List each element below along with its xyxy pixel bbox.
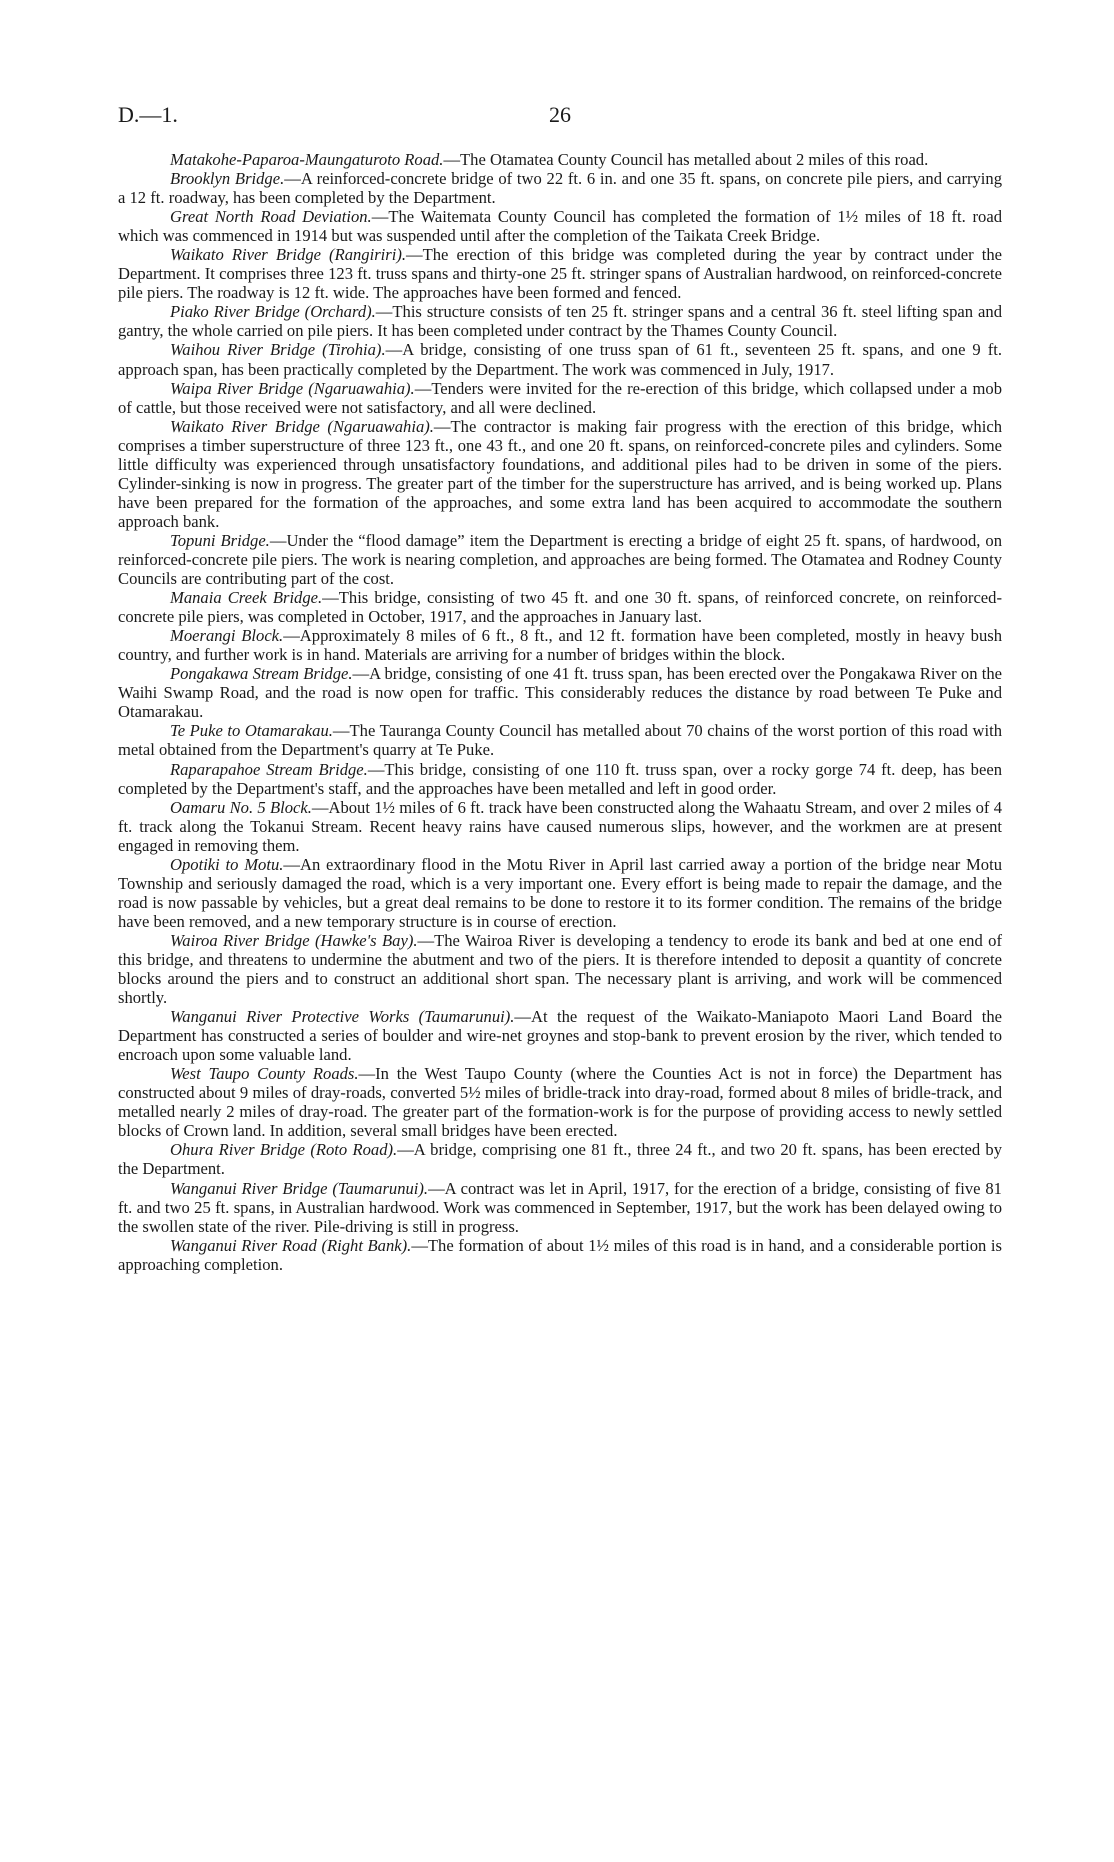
paragraph [118, 760, 1002, 798]
page-header [118, 102, 998, 132]
paragraph-text: —The Tauranga County Council has metalled about 70 chains of the worst portion of this road with metal obtained from the Department's quarry at Te Puke. [118, 721, 1002, 760]
paragraph [118, 150, 1002, 169]
paragraph [118, 664, 1002, 721]
paragraph [118, 302, 1002, 340]
paragraph-heading: Wanganui River Protective Works (Taumarunui). [170, 1007, 515, 1027]
paragraph-heading: Topuni Bridge. [170, 530, 270, 550]
paragraph-heading: Oamaru No. 5 Block. [170, 797, 312, 817]
paragraph [118, 1140, 1002, 1178]
paragraph-heading: Waikato River Bridge (Ngaruawahia). [170, 416, 434, 436]
paragraph [118, 1179, 1002, 1236]
paragraph-text: —At the request of the Waikato-Maniapoto Maori Land Board the Department has constructed a series of boulder and wire-net groynes and stop-bank to prevent erosion by the river, which tended to encroach upon some valuable land. [118, 1007, 1002, 1065]
paragraph [118, 379, 1002, 417]
paragraph-heading: Waikato River Bridge (Rangiriri). [170, 245, 407, 265]
paragraph-text: —The Wairoa River is developing a tendency to erode its bank and bed at one end of this bridge, and threatens to undermine the abutment and two of the piers. It is therefore intended to deposit a quantity of concrete blocks around the piers and to construct an additional short span. The necessary plant is arriving, and work will be commenced shortly. [118, 930, 1002, 1008]
paragraph-heading: Te Puke to Otamarakau. [170, 721, 333, 741]
paragraph-text: —Under the “flood damage” item the Department is erecting a bridge of eight 25 ft. spans, of hardwood, on reinforced-concrete pile piers. The work is nearing completion, and approaches are being formed. The Otamatea and Rodney County Councils are contributing part of the cost. [118, 530, 1002, 589]
paragraph-text: —A bridge, consisting of one truss span of 61 ft., seventeen 25 ft. spans, and one 9 ft. approach span, has been practically completed by the Department. The work was commenced in July, 1917. [118, 340, 1002, 379]
paragraph-text: —Tenders were invited for the re-erection of this bridge, which collapsed under a mob of cattle, but those received were not satisfactory, and all were declined. [118, 378, 1003, 417]
paragraph-text: —The Waitemata County Council has completed the formation of 1½ miles of 18 ft. road which was commenced in 1914 but was suspended until after the completion of the Taikata Creek Bridge. [118, 207, 1002, 246]
paragraph-text: —In the West Taupo County (where the Counties Act is not in force) the Department has constructed about 9 miles of dray-roads, converted 5½ miles of bridle-track into dray-road, formed about 8 miles of bridle-track, and metalled nearly 2 miles of dray-road. The greater part of the formation-work is for the purpose of providing access to newly settled blocks of Crown land. In addition, several small bridges have been erected. [118, 1064, 1003, 1141]
paragraph-heading: Wanganui River Bridge (Taumarunui). [170, 1178, 429, 1198]
paragraph [118, 626, 1002, 664]
paragraph-heading: Brooklyn Bridge. [170, 169, 285, 189]
paragraph-heading: Ohura River Bridge (Roto Road). [170, 1140, 398, 1160]
paragraph [118, 931, 1002, 1007]
paragraph-heading: Opotiki to Motu. [170, 854, 284, 874]
page-number: 26 [549, 102, 571, 127]
paragraph-text: —A contract was let in April, 1917, for the erection of a bridge, consisting of five 81 ft. and two 25 ft. spans, in Australian hardwood. Work was commenced in September, 1917, but the work has been delayed owing to the swollen state of the river. Pile-driving is still in progress. [118, 1178, 1002, 1236]
report-body [118, 150, 1002, 1274]
paragraph-heading: Manaia Creek Bridge. [170, 588, 323, 608]
paragraph [118, 588, 1002, 626]
paragraph-heading: Pongakawa Stream Bridge. [170, 664, 353, 684]
paragraph [118, 245, 1002, 302]
paragraph-text: —A reinforced-concrete bridge of two 22 ft. 6 in. and one 35 ft. spans, on concrete pile piers, and carrying a 12 ft. roadway, has been completed by the Department. [118, 169, 1002, 208]
paragraph-text: —The formation of about 1½ miles of this road is in hand, and a considerable portion is approaching completion. [118, 1235, 1002, 1274]
paragraph-text: —Approximately 8 miles of 6 ft., 8 ft., and 12 ft. formation have been completed, mostly in heavy bush country, and further work is in hand. Materials are arriving for a number of bridges within the block. [118, 626, 1002, 665]
paragraph-heading: Wairoa River Bridge (Hawke's Bay). [170, 930, 418, 950]
paragraph-heading: Waihou River Bridge (Tirohia). [170, 340, 386, 360]
paragraph [118, 855, 1002, 931]
paragraph-heading: West Taupo County Roads. [170, 1064, 359, 1084]
paragraph-heading: Piako River Bridge (Orchard). [170, 302, 376, 322]
paragraph-text: —A bridge, comprising one 81 ft., three 24 ft., and two 20 ft. spans, has been erected by the Department. [118, 1140, 1003, 1179]
paragraph [118, 1007, 1002, 1064]
paragraph-text: —This structure consists of ten 25 ft. stringer spans and a central 36 ft. steel lifting span and gantry, the whole carried on pile piers. It has been completed under contract by the Thames County Council. [118, 302, 1002, 341]
paragraph [118, 1064, 1002, 1140]
paragraph-heading: Moerangi Block. [170, 626, 284, 646]
paragraph [118, 207, 1002, 245]
paragraph-text: —About 1½ miles of 6 ft. track have been constructed along the Wahaatu Stream, and over 2 miles of 4 ft. track along the Tokanui Stream. Recent heavy rains have caused numerous slips, however, and the workmen are at present engaged in removing them. [118, 797, 1002, 855]
paragraph [118, 417, 1002, 531]
paragraph-text: —The erection of this bridge was completed during the year by contract under the Department. It comprises three 123 ft. truss spans and thirty-one 25 ft. stringer spans of Australian hardwood, on reinforced-concrete pile piers. The roadway is 12 ft. wide. The approaches have been formed and fenced. [118, 245, 1002, 303]
paragraph-text: —The contractor is making fair progress with the erection of this bridge, which comprises a timber superstructure of three 123 ft., one 43 ft., and one 20 ft. spans, on reinforced-concrete piles and cylinders. Some little difficulty was experienced through unsatisfactory foundations, and additional piles had to be driven in some of the piers. Cylinder-sinking is now in progress. The greater part of the timber for the superstructure has arrived, and is being worked up. Plans have been prepared for the formation of the approaches, and some extra land has been acquired to accommodate the southern approach bank. [118, 416, 1002, 531]
paragraph [118, 1236, 1002, 1274]
paragraph [118, 169, 1002, 207]
document-reference: D.—1. [118, 102, 178, 127]
paragraph-text: —The Otamatea County Council has metalled about 2 miles of this road. [443, 150, 929, 169]
paragraph [118, 340, 1002, 378]
paragraph-heading: Wanganui River Road (Right Bank). [170, 1235, 412, 1255]
paragraph [118, 721, 1002, 759]
paragraph-text: —This bridge, consisting of one 110 ft. truss span, over a rocky gorge 74 ft. deep, has been completed by the Department's staff, and the approaches have been metalled and left in good order. [118, 759, 1003, 798]
paragraph-text: —An extraordinary flood in the Motu River in April last carried away a portion of the bridge near Motu Township and seriously damaged the road, which is a very important one. Every effort is being made to repair the damage, and the road is now passable by vehicles, but a great deal remains to be done to restore it to its former condition. The remains of the bridge have been removed, and a new temporary structure is in course of erection. [118, 854, 1002, 931]
paragraph-heading: Great North Road Deviation. [170, 207, 372, 227]
paragraph-text: —This bridge, consisting of two 45 ft. and one 30 ft. spans, of reinforced concrete, on reinforced-concrete pile piers, was completed in October, 1917, and the approaches in January last. [118, 588, 1002, 627]
paragraph-heading: Raparapahoe Stream Bridge. [170, 759, 368, 779]
paragraph [118, 798, 1002, 855]
paragraph-heading: Waipa River Bridge (Ngaruawahia). [170, 378, 415, 398]
paragraph-heading: Matakohe-Paparoa-Maungaturoto Road. [170, 150, 444, 169]
paragraph [118, 531, 1002, 588]
paragraph-text: —A bridge, consisting of one 41 ft. truss span, has been erected over the Pongakawa River on the Waihi Swamp Road, and the road is now open for traffic. This considerably reduces the distance by road between Te Puke and Otamarakau. [118, 664, 1003, 722]
